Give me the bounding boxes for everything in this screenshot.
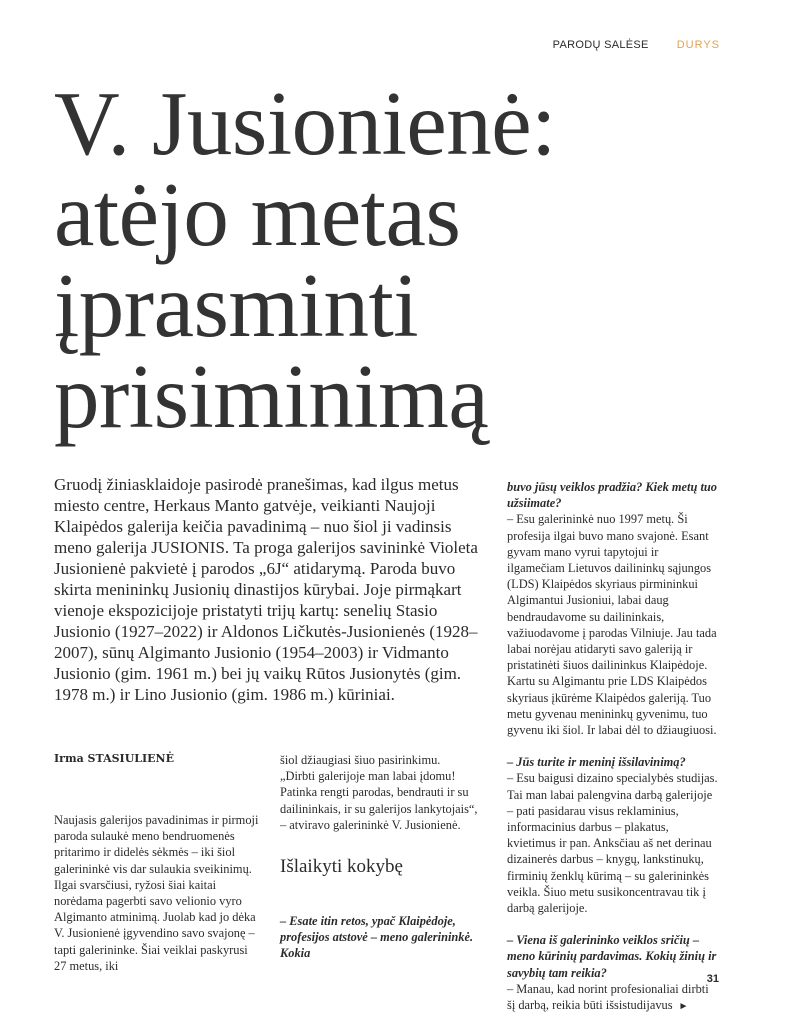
page-number: 31: [706, 973, 719, 985]
interview-answer: [507, 981, 719, 1015]
article-title: [54, 73, 754, 447]
body-paragraph: šiol džiaugiasi šiuo pasirinkimu. „Dirbti galerijoje man labai įdomu! Patinka rengti parodas, bendrauti ir su dailininkais, ir su galerijos lankytojais“, – atviravo galerininkė V. Jusionienė.: [280, 753, 478, 832]
section-subheading: Išlaikyti kokybę: [280, 856, 403, 878]
body-column-3: [507, 479, 719, 1015]
body-column-1: Naujasis galerijos pavadinimas ir pirmoji paroda sulaukė meno bendruomenės pritarimo ir didelės sėkmės – iki šiol galerininkė vis dar sulaukia sveikinimų. Ilgai svarsčiusi, ryžosi šiai kaitai norėdama pagerbti savo velionio vyro Algimanto atminimą. Juolab kad jo dėka V. Jusionienė įgyvendino savo svajonę – tapti galerininke. Šiai veiklai paskyrusi 27 metus, iki: [54, 813, 259, 973]
interview-question: – Viena iš galerininko veiklos sričių – meno kūrinių pardavimas. Kokių žinių ir savybių tam reikia?: [507, 933, 717, 980]
article-author: Irma STASIULIENĖ: [54, 752, 174, 765]
continue-arrow-icon: ►: [678, 1001, 689, 1013]
body-column-2: [280, 752, 478, 962]
interview-answer: – Esu galerininkė nuo 1997 metų. Ši profesija ilgai buvo mano svajonė. Esant gyvam mano vyrui tapytojui ir ilgamečiam Lietuvos dailininkų sąjungos (LDS) Klaipėdos skyriaus pirmininkui Algimantui Jusioniui, labai daug bendraudavome su dailininkais, važiuodavome į parodas Vilniuje. Jau tada labai norėjau atidaryti savo galeriją ir pristatinėti šiuos dailininkus Klaipėdoje. Kartu su Algimantu prie LDS Klaipėdos skyriaus įkūrėme Klaipėdos galeriją. Tuo metu gyvenau menininkų gyvenimu, tuo gyvenu iki šiol. Ir labai dėl to džiaugiuosi.: [507, 512, 717, 738]
answer-text: – Manau, kad norint profesionaliai dirbti šį darbą, reikia būti išsistudijavus: [507, 981, 709, 1013]
interview-answer: – Esu baigusi dizaino specialybės studijas. Tai man labai palengvina darbą galerijoje – pati pasidarau visus reklaminius, informacinius darbus – plakatus, kvietimus ir pan. Anksčiau aš net derinau dizainerės darbus – knygų, lankstinukų, firminių ženklų kūrimą – su galerininkės veikla. Šiuo metu susikoncentravau tik į darbą galerijoje.: [507, 771, 718, 916]
interview-question: – Jūs turite ir meninį išsilavinimą?: [507, 755, 686, 770]
article-lead: Gruodį žiniasklaidoje pasirodė pranešimas, kad ilgus metus miesto centre, Herkaus Manto gatvėje, veikianti Naujoji Klaipėdos galerija keičia pavadinimą – nuo šiol ji vadinsis meno galerija JUSIONIS. Ta proga galerijos savininkė Violeta Jusionienė pakvietė į parodos „6J“ atidarymą. Paroda buvo skirta menininkų Jusionių dinastijos kūrybai. Joje pirmąkart vienoje ekspozicijoje pristatyti trijų kartų: senelių Stasio Jusionio (1927–2022) ir Aldonos Ličkutės-Jusionienės (1928–2007), sūnų Algimanto Jusionio (1954–2003) ir Vidmanto Jusionio (gim. 1961 m.) bei jų vaikų Rūtos Jusionytės (gim. 1978 m.) ir Lino Jusionio (gim. 1986 m.) kūriniai.: [54, 475, 478, 704]
title-line: V. Jusionienė:: [54, 73, 556, 174]
section-label: PARODŲ SALĖSE: [552, 39, 649, 51]
title-line: atėjo metas: [54, 164, 461, 265]
interview-question: – Esate itin retos, ypač Klaipėdoje, profesijos atstovė – meno galerininkė. Kokia: [280, 914, 474, 961]
title-line: prisiminimą: [54, 346, 489, 447]
title-line: įprasminti: [54, 255, 419, 356]
page-header: [553, 39, 720, 51]
magazine-brand: DURYS: [676, 39, 720, 51]
interview-question: buvo jūsų veiklos pradžia? Kiek metų tuo užsiimate?: [507, 480, 717, 511]
